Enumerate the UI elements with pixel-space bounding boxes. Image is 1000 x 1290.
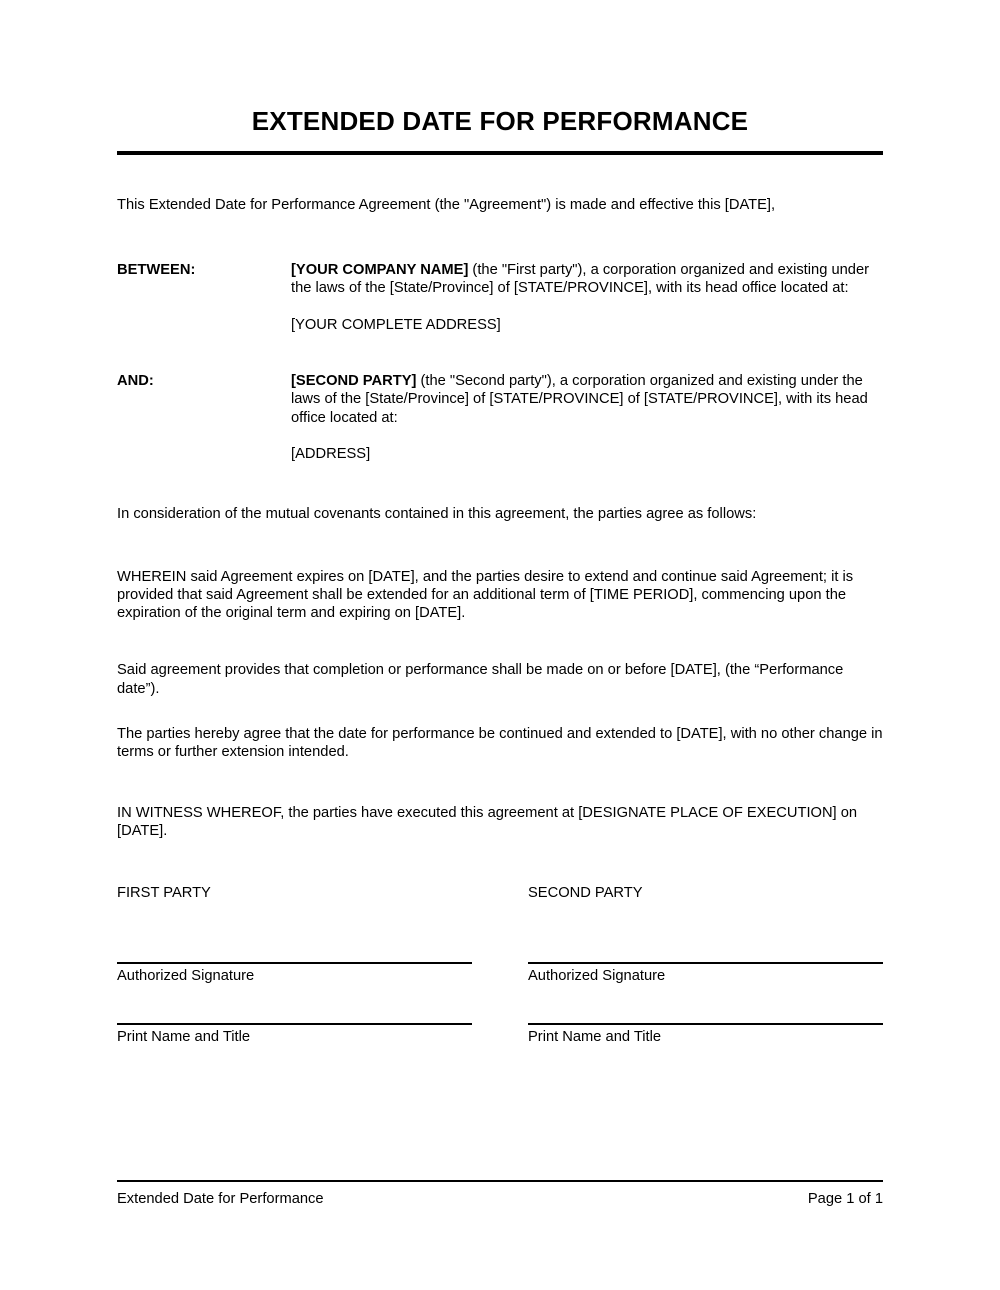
- print-name-second: [528, 985, 883, 1046]
- signature-block: [117, 884, 883, 1046]
- title-divider: [117, 151, 883, 155]
- party-second-paragraph: [291, 372, 883, 427]
- footer-document-name: Extended Date for Performance: [117, 1191, 324, 1207]
- print-name-caption-first: Print Name and Title: [117, 1028, 251, 1045]
- signature-headings-row: [117, 884, 883, 902]
- document-content: [117, 0, 883, 1046]
- witness-paragraph: IN WITNESS WHEREOF, the parties have executed this agreement at [DESIGNATE PLACE OF EXECUTION] on [DATE].: [117, 804, 858, 839]
- intro-text: This Extended Date for Performance Agreement (the "Agreement") is made and effective this [DATE],: [117, 196, 776, 213]
- signature-column-second: [528, 884, 883, 902]
- party-first-name: [YOUR COMPANY NAME]: [291, 262, 469, 279]
- party-body-first: [291, 261, 883, 334]
- footer-row: [117, 1190, 883, 1208]
- print-name-first: [117, 985, 472, 1046]
- party-first-paragraph: [291, 261, 883, 298]
- party-block-first: [117, 261, 883, 334]
- consideration-paragraph: In consideration of the mutual covenants contained in this agreement, the parties agree as follows:: [117, 506, 757, 523]
- page-title: EXTENDED DATE FOR PERFORMANCE: [251, 106, 749, 136]
- party-label-between: BETWEEN:: [117, 262, 196, 279]
- party-body-second: [291, 372, 883, 463]
- said-agreement-paragraph: Said agreement provides that completion or performance shall be made on or before [DATE], (the “Performance date”).: [117, 662, 844, 697]
- signature-line-first[interactable]: [117, 962, 472, 985]
- signature-heading-second-party: SECOND PARTY: [528, 885, 643, 902]
- print-name-caption-second: Print Name and Title: [528, 1028, 662, 1045]
- authorized-signature-caption-second: Authorized Signature: [528, 967, 666, 984]
- signature-heading-first-party: FIRST PARTY: [117, 885, 211, 902]
- signature-column-first: [117, 884, 472, 902]
- party-first-address: [YOUR COMPLETE ADDRESS]: [291, 316, 501, 333]
- print-name-row: [117, 985, 883, 1046]
- party-second-address: [ADDRESS]: [291, 445, 371, 462]
- signature-line-second[interactable]: [528, 962, 883, 985]
- authorized-signature-first: [117, 903, 472, 985]
- party-second-description: (the "Second party"), a corporation organized and existing under the laws of the [State/Province] of [STATE/PROVINCE] of [STATE/PROVINCE], with its head office located at:: [291, 373, 868, 426]
- authorized-signature-caption-first: Authorized Signature: [117, 967, 255, 984]
- authorized-signature-row: [117, 903, 883, 985]
- wherein-paragraph: WHEREIN said Agreement expires on [DATE], and the parties desire to extend and continue said Agreement; it is provided that said Agreement shall be extended for an additional term of [TIME PERIOD], commencing upon the expiration of the original term and expiring on [DATE].: [117, 568, 854, 622]
- party-second-name: [SECOND PARTY]: [291, 373, 417, 390]
- party-label-and: AND:: [117, 373, 154, 390]
- authorized-signature-second: [528, 903, 883, 985]
- intro-paragraph: [117, 196, 883, 214]
- page-footer: [117, 1180, 883, 1208]
- hereby-agree-paragraph: The parties hereby agree that the date for performance be continued and extended to [DATE], with no other change in terms or further extension intended.: [117, 726, 883, 761]
- party-first-description: (the "First party"), a corporation organized and existing under the laws of the [State/Province] of [STATE/PROVINCE], with its head office located at:: [291, 262, 870, 297]
- footer-divider: [117, 1180, 883, 1182]
- party-block-second: [117, 372, 883, 463]
- print-name-line-second[interactable]: [528, 1023, 883, 1046]
- footer-page-number: Page 1 of 1: [807, 1191, 883, 1207]
- print-name-line-first[interactable]: [117, 1023, 472, 1046]
